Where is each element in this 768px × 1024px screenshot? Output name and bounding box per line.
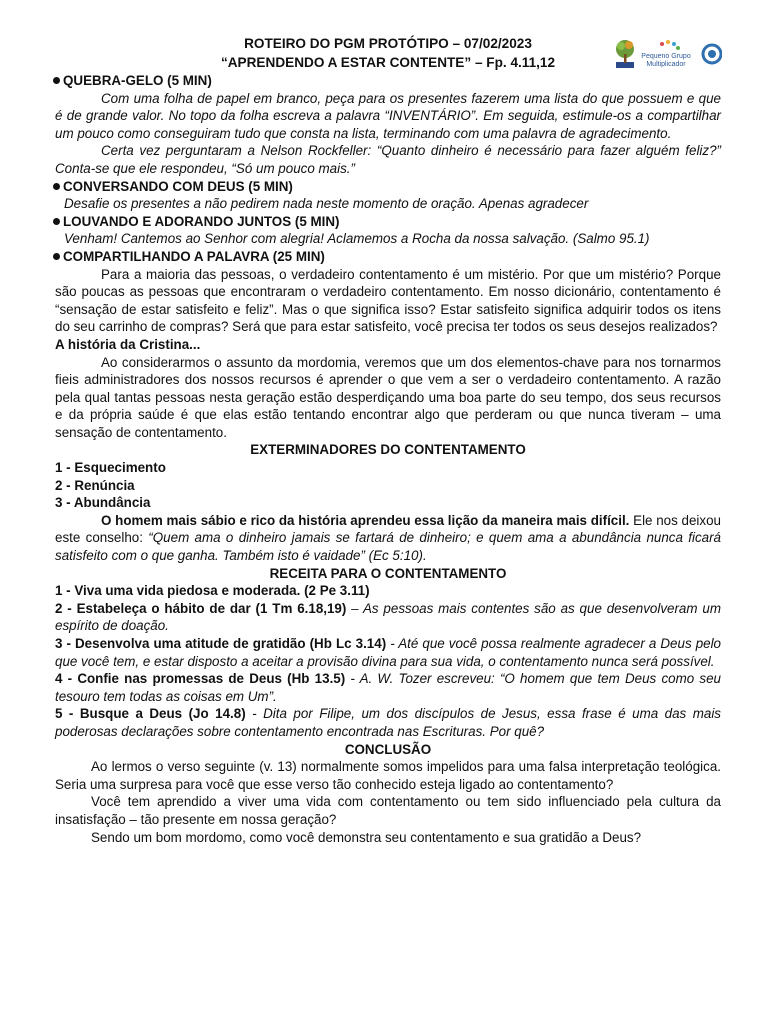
quebra-gelo-paragraph-2: Certa vez perguntaram a Nelson Rockfeller: “Quanto dinheiro é necessário para fazer alguém feliz?” Conta-se que ele respondeu, “Só um pouco mais.” (55, 143, 721, 176)
document-body (55, 72, 721, 846)
bullet-icon (53, 218, 60, 225)
exterminadores-item-3: 3 - Abundância (55, 495, 151, 511)
section-compartilhando-title: COMPARTILHANDO A PALAVRA (25 MIN) (53, 248, 721, 266)
compartilhando-subtitle: A história da Cristina... (55, 336, 201, 352)
receita-item-2: 2 - Estabeleça o hábito de dar (1 Tm 6.18,19) – As pessoas mais contentes são as que desenvolveram um espírito de doação. (55, 600, 721, 634)
section-conversando-title: CONVERSANDO COM DEUS (5 MIN) (53, 178, 721, 196)
receita-item-3: 3 - Desenvolva uma atitude de gratidão (Hb Lc 3.14) - Até que você possa realmente agradecer a Deus pelo que você tem, e estar disposto a aceitar a provisão divina para sua vida, o contentamento nunca será possível. (55, 636, 722, 669)
receita-item-4: 4 - Confie nas promessas de Deus (Hb 13.5) - A. W. Tozer escreveu: “O homem que tem Deus como seu tesouro tem todas as coisas em Um”. (55, 671, 721, 704)
bullet-icon (53, 183, 60, 190)
receita-item-1: 1 - Viva uma vida piedosa e moderada. (2 Pe 3.11) (55, 583, 370, 599)
section-quebra-gelo-title: QUEBRA-GELO (5 MIN) (53, 72, 721, 90)
receita-title: RECEITA PARA O CONTENTAMENTO (269, 565, 507, 581)
document-page (55, 34, 721, 846)
conclusao-paragraph-3: Sendo um bom mordomo, como você demonstra seu contentamento e sua gratidão a Deus? (91, 829, 642, 845)
conversando-text: Desafie os presentes a não pedirem nada neste momento de oração. Apenas agradecer (64, 196, 589, 212)
exterminadores-item-2: 2 - Renúncia (55, 477, 135, 493)
section-louvando-title: LOUVANDO E ADORANDO JUNTOS (5 MIN) (53, 213, 721, 231)
conclusao-paragraph-1: Ao lermos o verso seguinte (v. 13) normalmente somos impelidos para uma falsa interpretação teológica. Seria uma surpresa para você que esse verso tão conhecido esteja ligado ao contentamento? (55, 759, 721, 792)
compartilhando-paragraph-1: Para a maioria das pessoas, o verdadeiro contentamento é um mistério. Por que um mistério? Porque são poucas as pessoas que encontraram o verdadeiro contentamento. Em nosso dicionário, contentamento é “sensação de estar satisfeito e feliz”. Mas o que significa isso? Estar satisfeito significa adquirir todos os itens do seu carrinho de compras? Será que para estar satisfeito, você precisa ter todos os seus desejos realizados? (55, 266, 721, 335)
exterminadores-item-1: 1 - Esquecimento (55, 460, 166, 476)
louvando-text: Venham! Cantemos ao Senhor com alegria! Aclamemos a Rocha da nossa salvação. (Salmo 95.1) (64, 231, 650, 247)
exterminadores-title: EXTERMINADORES DO CONTENTAMENTO (250, 442, 526, 458)
header-line-2: “APRENDENDO A ESTAR CONTENTE” – Fp. 4.11,12 (220, 55, 556, 70)
quebra-gelo-paragraph-1: Com uma folha de papel em branco, peça para os presentes fazerem uma lista do que possuem e que é de grande valor. No topo da folha escreva a palavra “INVENTÁRIO”. Em seguida, estimule-os a compartilhar um pouco como conseguiram tudo que consta na lista, terminando com uma palavra de agradecimento. (55, 90, 721, 141)
conclusao-title: CONCLUSÃO (344, 741, 432, 757)
logo-text: Pequeno Grupo Multiplicador (641, 53, 691, 68)
exterminadores-paragraph: O homem mais sábio e rico da história aprendeu essa lição da maneira mais difícil. Ele nos deixou este conselho: “Quem ama o dinheiro jamais se fartará de dinheiro; e quem ama a abundância nunca ficará satisfeito com o que ganha. Também isto é vaidade” (Ec 5:10). (55, 512, 721, 564)
receita-item-5: 5 - Busque a Deus (Jo 14.8) - Dita por Filipe, um dos discípulos de Jesus, essa frase é uma das mais poderosas declarações sobre contentamento encontrada nas Escrituras. Por quê? (55, 706, 721, 739)
bullet-icon (53, 77, 60, 84)
conclusao-paragraph-2: Você tem aprendido a viver uma vida com contentamento ou tem sido influenciado pela cultura da insatisfação – tão presente em nossa geração? (55, 794, 721, 827)
compartilhando-paragraph-2: Ao considerarmos o assunto da mordomia, veremos que um dos elementos-chave para nos tornarmos fieis administradores dos nossos recursos é aprender o que vem a ser o verdadeiro contentamento. A razão pela qual tantas pessoas nesta geração estão desperdiçando uma boa parte do seu tempo, dos seus recursos e da própria saúde é que elas estão tentando encontrar algo que perderam ou que nunca tiveram – uma sensação de contentamento. (55, 354, 721, 440)
document-header (55, 34, 721, 72)
header-line-1: ROTEIRO DO PGM PROTÓTIPO – 07/02/2023 (244, 36, 532, 51)
bullet-icon (53, 253, 60, 260)
